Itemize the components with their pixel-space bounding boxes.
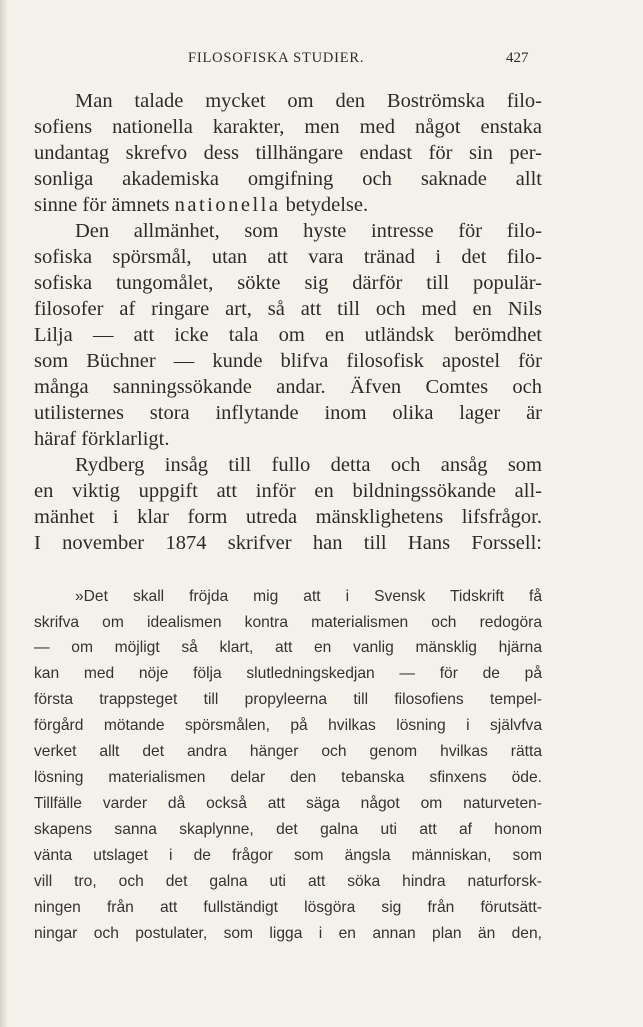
quote-line: första trappsteget till propyleerna till filosofiens tempel-: [34, 691, 542, 708]
text-line: som Büchner — kunde blifva filosofisk apostel för: [34, 350, 542, 372]
page-header: [0, 50, 643, 74]
quote-line: förgård mötande spörsmålen, på hvilkas lösning i självfva: [34, 717, 542, 734]
text-line: undantag skrefvo dess tillhängare endast för sin per-: [34, 142, 542, 164]
page-edge-shadow: [0, 0, 8, 1027]
text-segment: betydelse.: [285, 194, 369, 216]
quote-line: — om möjligt så klart, att en vanlig mänsklig hjärna: [34, 639, 542, 656]
text-line: sofiska spörsmål, utan att vara tränad i det filo-: [34, 246, 542, 268]
quote-line: ningar och postulater, som ligga i en annan plan än den,: [34, 925, 542, 942]
text-line: Man talade mycket om den Boströmska filo-: [75, 90, 542, 112]
text-line: [34, 192, 542, 218]
quote-line: skapens sanna skaplynne, det galna uti att af honom: [34, 821, 542, 838]
text-line: I november 1874 skrifver han till Hans Forssell:: [34, 532, 542, 554]
quote-line: kan med nöje följa slutledningskedjan — för de på: [34, 665, 542, 682]
quote-line: Tillfälle varder då också att säga något om naturveten-: [34, 795, 542, 812]
text-line: sofiens nationella karakter, men med något enstaka: [34, 116, 542, 138]
text-line: utilisternes stora inflytande inom olika lager är: [34, 402, 542, 424]
emphasized-word: nationella: [174, 194, 281, 216]
text-line: Lilja — att icke tala om en utländsk berömdhet: [34, 324, 542, 346]
text-line: Rydberg insåg till fullo detta och ansåg som: [75, 454, 542, 476]
text-segment: sinne för ämnets: [34, 194, 170, 216]
quote-line: lösning materialismen delar den tebanska sfinxens öde.: [34, 769, 542, 786]
text-line: häraf förklarligt.: [34, 428, 170, 450]
text-line: många sanningssökande andar. Äfven Comtes och: [34, 376, 542, 398]
text-line: sonliga akademiska omgifning och saknade allt: [34, 168, 542, 190]
page-number: 427: [506, 50, 529, 66]
quote-line: ningen från att fullständigt lösgöra sig från förutsätt-: [34, 899, 542, 916]
text-line: filosofer af ringare art, så att till och med en Nils: [34, 298, 542, 320]
text-line: mänhet i klar form utreda mänsklighetens lifsfrågor.: [34, 506, 542, 528]
quote-line: skrifva om idealismen kontra materialismen och redogöra: [34, 614, 542, 631]
running-head: FILOSOFISKA STUDIER.: [188, 50, 365, 66]
quote-line: vill tro, och det galna uti att söka hindra naturforsk-: [34, 873, 542, 890]
quote-line: vänta utslaget i de frågor som ängsla människan, som: [34, 847, 542, 864]
quote-line: »Det skall fröjda mig att i Svensk Tidskrift få: [75, 588, 542, 605]
text-line: sofiska tungomålet, sökte sig därför till populär-: [34, 272, 542, 294]
text-line: Den allmänhet, som hyste intresse för filo-: [75, 220, 542, 242]
text-line: en viktig uppgift att inför en bildningssökande all-: [34, 480, 542, 502]
quote-line: verket allt det andra hänger och genom hvilkas rätta: [34, 743, 542, 760]
